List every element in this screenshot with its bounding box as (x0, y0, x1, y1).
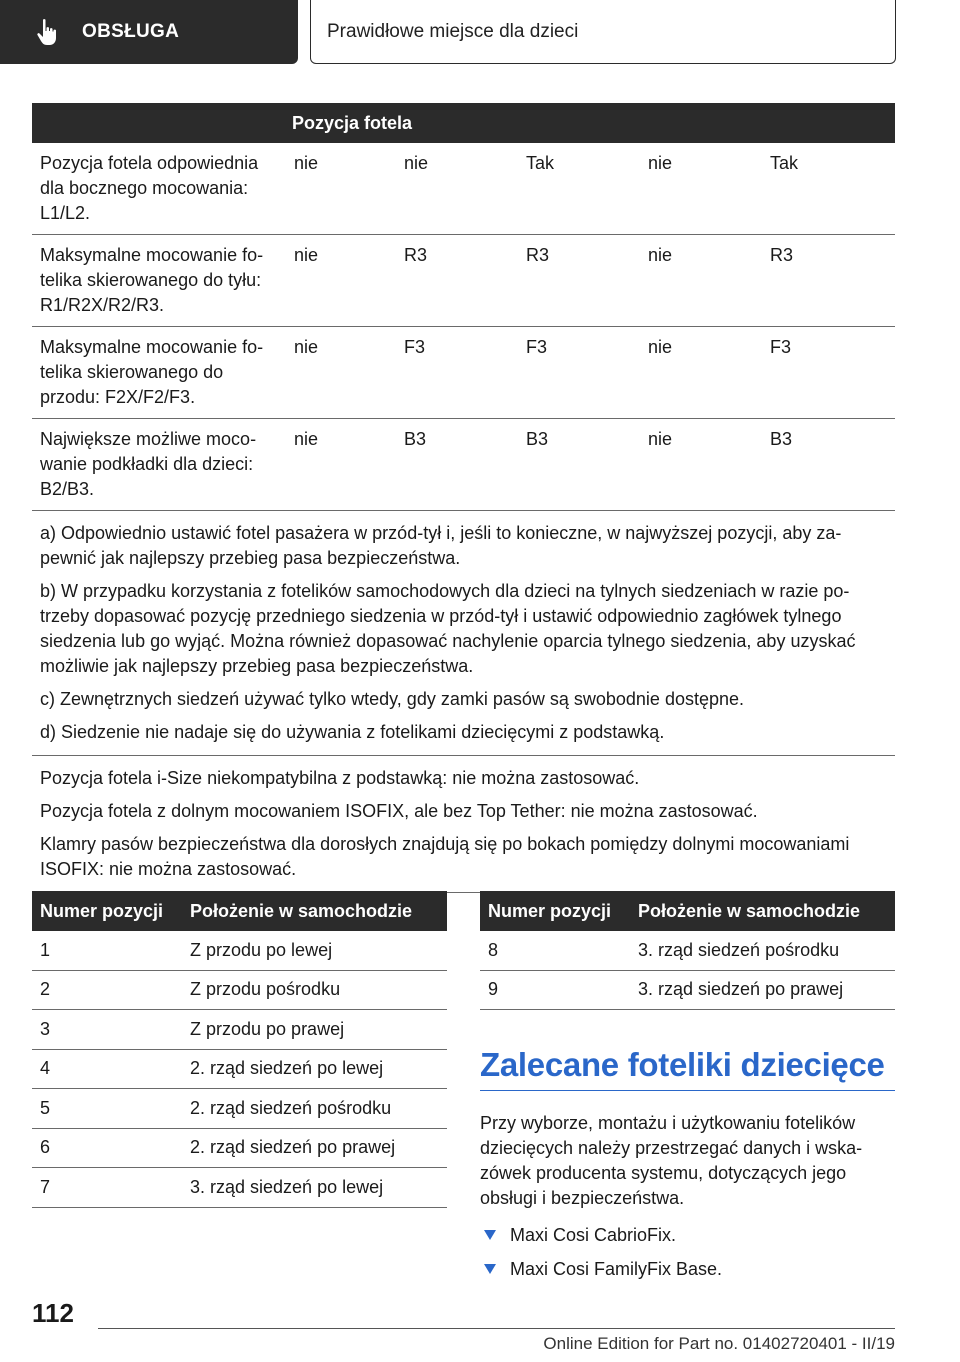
note: Pozycja fotela z dolnym mocowaniem ISOFIX, ale bez Top Tether: nie można zastosować. (40, 801, 758, 821)
table-row (32, 1010, 447, 1050)
table-row (480, 931, 895, 971)
table-row (32, 1168, 447, 1208)
row-label: Maksymalne mocowanie fotelika skierowanego do przodu: F2X/F2/F3. (40, 337, 264, 407)
row-label: Pozycja fotela odpowiednia dla bocznego mocowania: L1/L2. (40, 153, 259, 223)
table-cell: Tak (770, 153, 799, 173)
position-location: Z przodu po prawej (190, 1018, 345, 1039)
table-cell: F3 (770, 337, 792, 357)
table-cell: B3 (526, 429, 549, 449)
table-cell: F3 (526, 337, 548, 357)
table-row (32, 1089, 447, 1129)
position-location: 3. rząd siedzeń pośrodku (638, 939, 840, 960)
positions-table-left (32, 891, 447, 1208)
position-number: 6 (40, 1137, 51, 1158)
table-header (480, 891, 895, 931)
footnotes (32, 511, 895, 756)
row-label: Największe możliwe mocowanie podkładki dla dzieci: B2/B3. (40, 429, 257, 499)
position-location: 3. rząd siedzeń po lewej (190, 1176, 384, 1197)
table-cell: nie (294, 337, 319, 357)
position-number: 8 (488, 939, 499, 960)
position-number: 9 (488, 979, 499, 1000)
position-number: 5 (40, 1097, 51, 1118)
position-location: Z przodu po lewej (190, 939, 333, 960)
position-number: 7 (40, 1176, 51, 1197)
table-cell: nie (294, 245, 319, 265)
list-item (480, 1218, 895, 1252)
footnote: c) Zewnętrznych siedzeń używać tylko wtedy, gdy zamki pasów są swobodnie dostępne. (40, 689, 745, 709)
table-row (32, 235, 895, 327)
recommended-seats-list (480, 1218, 895, 1286)
table-cell: nie (294, 153, 319, 173)
position-location: 2. rząd siedzeń po lewej (190, 1058, 384, 1079)
seat-compatibility-table (32, 103, 895, 893)
note: Pozycja fotela i-Size niekompatybilna z podstawką: nie można zastosować. (40, 768, 640, 788)
table-cell: nie (404, 153, 429, 173)
triangle-bullet-icon (484, 1230, 496, 1240)
table-row (32, 327, 895, 419)
section-body: Przy wyborze, montażu i użytkowaniu fotelików dziecięcych należy przestrzegać danych i wskazówek producenta systemu, dotyczących jego obsługi i bezpieczeństwa. (480, 1113, 863, 1208)
position-number: 4 (40, 1058, 51, 1079)
position-location: 2. rząd siedzeń po prawej (190, 1137, 396, 1158)
list-item-label: Maxi Cosi FamilyFix Base. (510, 1258, 723, 1279)
table-header (32, 891, 447, 931)
header-section-tab (0, 0, 298, 64)
table-cell: nie (648, 153, 673, 173)
position-location: 3. rząd siedzeń po prawej (638, 979, 844, 1000)
footnote: a) Odpowiednio ustawić fotel pasażera w przód-tył i, jeśli to konieczne, w najwyższej pozycji, aby zapewnić jak najlepszy przebieg pasa bezpieczeństwa. (40, 523, 842, 568)
table-row (32, 419, 895, 511)
list-item (480, 1252, 895, 1286)
position-number: 2 (40, 979, 51, 1000)
position-location: 2. rząd siedzeń pośrodku (190, 1097, 392, 1118)
footnote: b) W przypadku korzystania z fotelików samochodowych dla dzieci na tylnych siedzeniach w razie potrzeby dopasować pozycję przedniego siedzenia w przód-tył i ustawić odpowiednio zagłówek tylnego siedzenia lub go wyjąć. Można również dopasować nachylenie oparcia tylnego siedzenia, aby uzyskać możliwie jak najlepszy przebieg pasa bezpieczeństwa. (40, 581, 856, 676)
table-row (32, 971, 447, 1011)
hand-pointer-icon (36, 18, 62, 46)
table-notes (32, 756, 895, 893)
table-cell: nie (648, 337, 673, 357)
position-number: 3 (40, 1018, 51, 1039)
table-cell: nie (648, 245, 673, 265)
table-cell: B3 (404, 429, 427, 449)
table-cell: F3 (404, 337, 426, 357)
table-cell: nie (294, 429, 319, 449)
table-cell: R3 (526, 245, 550, 265)
footer-edition: Online Edition for Part no. 01402720401 - II/19 (543, 1334, 895, 1353)
page-number: 112 (32, 1298, 74, 1328)
table-cell: nie (648, 429, 673, 449)
table-row (480, 971, 895, 1011)
column-header: Numer pozycji (488, 900, 612, 921)
column-header: Położenie w samochodzie (638, 900, 861, 921)
table-row (32, 1129, 447, 1169)
positions-table-right (480, 891, 895, 1010)
table-header-label: Pozycja fotela (292, 112, 413, 133)
table-row (32, 1050, 447, 1090)
table-header (32, 103, 895, 143)
column-header: Położenie w samochodzie (190, 900, 413, 921)
list-item-label: Maxi Cosi CabrioFix. (510, 1224, 677, 1245)
table-cell: R3 (404, 245, 428, 265)
triangle-bullet-icon (484, 1264, 496, 1274)
footer-divider (98, 1328, 895, 1329)
section-title: Zalecane foteliki dziecięce (480, 1046, 895, 1091)
table-cell: Tak (526, 153, 555, 173)
row-label: Maksymalne mocowanie fotelika skierowanego do tyłu: R1/R2X/R2/R3. (40, 245, 264, 315)
note: Klamry pasów bezpieczeństwa dla dorosłych znajdują się po bokach pomiędzy dolnymi mocowaniami ISOFIX: nie można zastosować. (40, 834, 850, 879)
header-section-label: OBSŁUGA (82, 21, 180, 42)
table-cell: R3 (770, 245, 794, 265)
position-location: Z przodu pośrodku (190, 979, 341, 1000)
table-cell: B3 (770, 429, 793, 449)
table-row (32, 931, 447, 971)
table-row (32, 143, 895, 235)
column-header: Numer pozycji (40, 900, 164, 921)
header-page-title: Prawidłowe miejsce dla dzieci (310, 0, 896, 64)
footnote: d) Siedzenie nie nadaje się do używania z fotelikami dziecięcymi z podstawką. (40, 722, 665, 742)
position-number: 1 (40, 939, 51, 960)
